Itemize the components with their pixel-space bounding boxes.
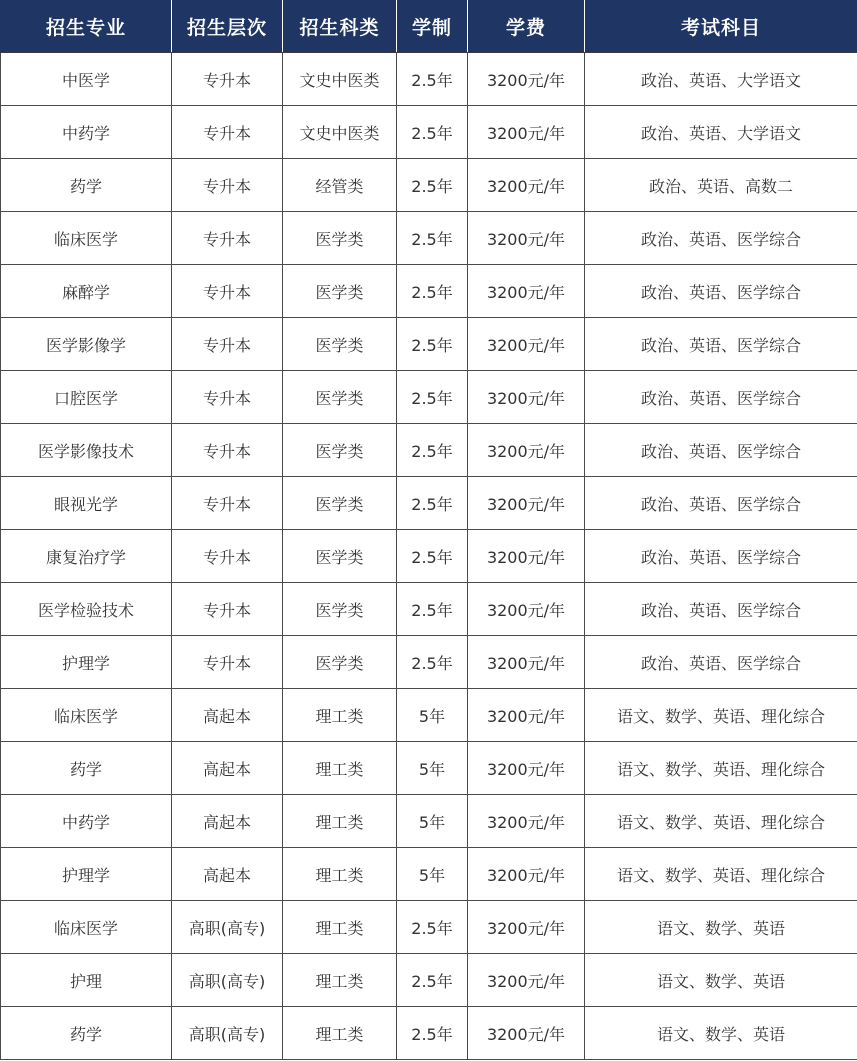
cell-duration: 2.5年 xyxy=(397,583,468,636)
cell-level: 专升本 xyxy=(172,371,283,424)
cell-duration: 2.5年 xyxy=(397,1007,468,1060)
cell-category: 经管类 xyxy=(283,159,397,212)
cell-duration: 2.5年 xyxy=(397,636,468,689)
cell-category: 理工类 xyxy=(283,1007,397,1060)
cell-exam-subjects: 政治、英语、医学综合 xyxy=(585,424,857,477)
cell-major: 护理 xyxy=(1,954,172,1007)
cell-exam-subjects: 语文、数学、英语、理化综合 xyxy=(585,795,857,848)
cell-tuition: 3200元/年 xyxy=(468,689,585,742)
cell-major: 口腔医学 xyxy=(1,371,172,424)
cell-major: 药学 xyxy=(1,159,172,212)
header-duration: 学制 xyxy=(397,0,468,53)
cell-tuition: 3200元/年 xyxy=(468,106,585,159)
cell-level: 高职(高专) xyxy=(172,1007,283,1060)
cell-major: 医学影像技术 xyxy=(1,424,172,477)
cell-level: 高起本 xyxy=(172,795,283,848)
cell-tuition: 3200元/年 xyxy=(468,1007,585,1060)
cell-exam-subjects: 政治、英语、大学语文 xyxy=(585,53,857,106)
table-row xyxy=(1,159,857,212)
cell-duration: 5年 xyxy=(397,689,468,742)
cell-major: 临床医学 xyxy=(1,901,172,954)
cell-exam-subjects: 政治、英语、医学综合 xyxy=(585,636,857,689)
cell-exam-subjects: 语文、数学、英语、理化综合 xyxy=(585,848,857,901)
cell-category: 文史中医类 xyxy=(283,53,397,106)
cell-exam-subjects: 政治、英语、大学语文 xyxy=(585,106,857,159)
table-row xyxy=(1,583,857,636)
cell-category: 医学类 xyxy=(283,424,397,477)
cell-category: 医学类 xyxy=(283,265,397,318)
cell-category: 文史中医类 xyxy=(283,106,397,159)
cell-exam-subjects: 政治、英语、高数二 xyxy=(585,159,857,212)
table-row xyxy=(1,106,857,159)
table-row xyxy=(1,53,857,106)
table-row xyxy=(1,424,857,477)
cell-major: 药学 xyxy=(1,1007,172,1060)
cell-level: 专升本 xyxy=(172,477,283,530)
table-body xyxy=(1,53,857,1060)
cell-major: 护理学 xyxy=(1,848,172,901)
table-row xyxy=(1,795,857,848)
cell-level: 高职(高专) xyxy=(172,954,283,1007)
cell-major: 医学影像学 xyxy=(1,318,172,371)
cell-tuition: 3200元/年 xyxy=(468,159,585,212)
cell-exam-subjects: 语文、数学、英语 xyxy=(585,1007,857,1060)
table-row xyxy=(1,636,857,689)
cell-duration: 2.5年 xyxy=(397,424,468,477)
cell-tuition: 3200元/年 xyxy=(468,636,585,689)
cell-major: 眼视光学 xyxy=(1,477,172,530)
table-row xyxy=(1,212,857,265)
cell-tuition: 3200元/年 xyxy=(468,583,585,636)
cell-duration: 2.5年 xyxy=(397,53,468,106)
cell-duration: 2.5年 xyxy=(397,901,468,954)
cell-duration: 5年 xyxy=(397,742,468,795)
cell-level: 专升本 xyxy=(172,159,283,212)
cell-category: 理工类 xyxy=(283,848,397,901)
cell-tuition: 3200元/年 xyxy=(468,318,585,371)
header-major: 招生专业 xyxy=(1,0,172,53)
table-row xyxy=(1,954,857,1007)
cell-major: 临床医学 xyxy=(1,212,172,265)
cell-category: 医学类 xyxy=(283,583,397,636)
cell-tuition: 3200元/年 xyxy=(468,212,585,265)
cell-major: 康复治疗学 xyxy=(1,530,172,583)
cell-category: 医学类 xyxy=(283,318,397,371)
cell-major: 医学检验技术 xyxy=(1,583,172,636)
cell-exam-subjects: 政治、英语、医学综合 xyxy=(585,212,857,265)
cell-level: 专升本 xyxy=(172,265,283,318)
cell-duration: 2.5年 xyxy=(397,159,468,212)
header-level: 招生层次 xyxy=(172,0,283,53)
cell-major: 中药学 xyxy=(1,795,172,848)
cell-tuition: 3200元/年 xyxy=(468,848,585,901)
cell-level: 专升本 xyxy=(172,212,283,265)
cell-level: 专升本 xyxy=(172,636,283,689)
cell-level: 专升本 xyxy=(172,530,283,583)
table-row xyxy=(1,477,857,530)
cell-level: 专升本 xyxy=(172,424,283,477)
cell-major: 麻醉学 xyxy=(1,265,172,318)
cell-exam-subjects: 政治、英语、医学综合 xyxy=(585,265,857,318)
cell-duration: 5年 xyxy=(397,795,468,848)
cell-duration: 2.5年 xyxy=(397,371,468,424)
cell-exam-subjects: 语文、数学、英语 xyxy=(585,954,857,1007)
cell-duration: 2.5年 xyxy=(397,265,468,318)
cell-major: 护理学 xyxy=(1,636,172,689)
cell-tuition: 3200元/年 xyxy=(468,954,585,1007)
table-row xyxy=(1,1007,857,1060)
cell-major: 中医学 xyxy=(1,53,172,106)
cell-exam-subjects: 政治、英语、医学综合 xyxy=(585,371,857,424)
cell-exam-subjects: 政治、英语、医学综合 xyxy=(585,318,857,371)
cell-duration: 5年 xyxy=(397,848,468,901)
cell-category: 理工类 xyxy=(283,742,397,795)
cell-duration: 2.5年 xyxy=(397,318,468,371)
table-row xyxy=(1,901,857,954)
cell-duration: 2.5年 xyxy=(397,212,468,265)
cell-exam-subjects: 政治、英语、医学综合 xyxy=(585,583,857,636)
cell-category: 医学类 xyxy=(283,212,397,265)
table-row xyxy=(1,848,857,901)
cell-major: 中药学 xyxy=(1,106,172,159)
cell-duration: 2.5年 xyxy=(397,106,468,159)
table-row xyxy=(1,689,857,742)
cell-level: 专升本 xyxy=(172,318,283,371)
cell-category: 医学类 xyxy=(283,477,397,530)
cell-tuition: 3200元/年 xyxy=(468,901,585,954)
cell-duration: 2.5年 xyxy=(397,477,468,530)
cell-exam-subjects: 政治、英语、医学综合 xyxy=(585,477,857,530)
cell-tuition: 3200元/年 xyxy=(468,742,585,795)
table-row xyxy=(1,318,857,371)
cell-category: 理工类 xyxy=(283,901,397,954)
cell-duration: 2.5年 xyxy=(397,530,468,583)
cell-level: 高起本 xyxy=(172,742,283,795)
table-row xyxy=(1,530,857,583)
cell-tuition: 3200元/年 xyxy=(468,53,585,106)
cell-tuition: 3200元/年 xyxy=(468,795,585,848)
cell-exam-subjects: 语文、数学、英语、理化综合 xyxy=(585,689,857,742)
cell-tuition: 3200元/年 xyxy=(468,477,585,530)
table-row xyxy=(1,371,857,424)
table-header-row xyxy=(1,0,857,53)
cell-tuition: 3200元/年 xyxy=(468,424,585,477)
table-row xyxy=(1,265,857,318)
cell-level: 专升本 xyxy=(172,106,283,159)
cell-category: 理工类 xyxy=(283,954,397,1007)
cell-category: 医学类 xyxy=(283,371,397,424)
cell-category: 理工类 xyxy=(283,689,397,742)
cell-level: 高职(高专) xyxy=(172,901,283,954)
cell-exam-subjects: 政治、英语、医学综合 xyxy=(585,530,857,583)
cell-exam-subjects: 语文、数学、英语、理化综合 xyxy=(585,742,857,795)
cell-level: 专升本 xyxy=(172,53,283,106)
cell-level: 专升本 xyxy=(172,583,283,636)
cell-major: 药学 xyxy=(1,742,172,795)
cell-category: 医学类 xyxy=(283,636,397,689)
cell-major: 临床医学 xyxy=(1,689,172,742)
cell-level: 高起本 xyxy=(172,689,283,742)
cell-category: 医学类 xyxy=(283,530,397,583)
cell-exam-subjects: 语文、数学、英语 xyxy=(585,901,857,954)
cell-duration: 2.5年 xyxy=(397,954,468,1007)
header-category: 招生科类 xyxy=(283,0,397,53)
cell-tuition: 3200元/年 xyxy=(468,371,585,424)
header-exam-subjects: 考试科目 xyxy=(585,0,857,53)
header-tuition: 学费 xyxy=(468,0,585,53)
cell-tuition: 3200元/年 xyxy=(468,265,585,318)
cell-level: 高起本 xyxy=(172,848,283,901)
cell-tuition: 3200元/年 xyxy=(468,530,585,583)
table-row xyxy=(1,742,857,795)
cell-category: 理工类 xyxy=(283,795,397,848)
